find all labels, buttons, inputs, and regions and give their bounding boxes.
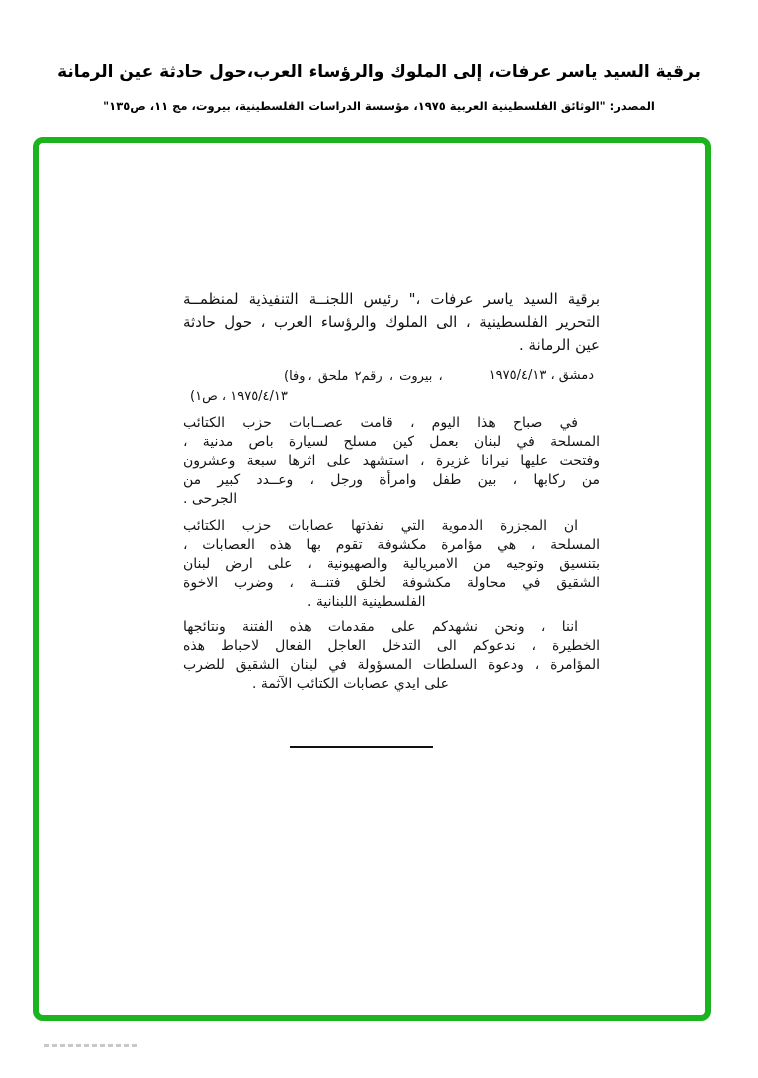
paragraph-line: في صباح هذا اليوم ، قامت عصــابات حزب الكتائب [183, 415, 578, 431]
citation-token: ملحق [317, 369, 349, 384]
paragraph-line: المسلحة ، هي مؤامرة مكشوفة تقوم بها هذه العصابات ، [183, 537, 600, 553]
paragraph-line: اننا ، ونحن نشهدكم على مقدمات هذه الفتنة ونتائجها [183, 619, 578, 635]
citation-token: ، [438, 369, 443, 384]
citation-token: ، [307, 369, 312, 384]
document-title-line: عين الرمانة . [518, 336, 600, 354]
paragraph [183, 517, 600, 612]
paragraph-line: المؤامرة ، ودعوة السلطات المسؤولة في لبنان الشقيق للضرب [183, 657, 600, 673]
document-title-line: التحرير الفلسطينية ، الى الملوك والرؤساء العرب ، حول حادثة [183, 313, 600, 331]
paragraph-line: من ركابها ، بين طفل وامرأة ورجل ، وعــدد كبير من [183, 472, 600, 488]
citation-token: رقم٢ [354, 369, 383, 384]
page-title: برقية السيد ياسر عرفات، إلى الملوك والرؤساء العرب،حول حادثة عين الرمانة [57, 62, 701, 82]
paragraph-line: الفلسطينية اللبنانية . [307, 594, 426, 610]
paragraph [183, 414, 600, 509]
paragraph-line: ان المجزرة الدموية التي نفذتها عصابات حزب الكتائب [183, 518, 578, 534]
paragraph-line: على ايدي عصابات الكتائب الآثمة . [252, 676, 449, 692]
paragraph-line: المسلحة في لبنان بعمل كين مسلح لسيارة باص مدنية ، [183, 434, 600, 450]
paragraph-line: الخطيرة ، ندعوكم الى التدخل العاجل الفعال لاحباط هذه [183, 638, 600, 654]
document-scan-frame [33, 137, 711, 1021]
paragraph-line: الشقيق في محاولة مكشوفة لخلق فتنــة ، وضرب الاخوة [183, 575, 600, 591]
citation-token: (وفا [284, 369, 306, 384]
source-citation: المصدر: "الوثائق الفلسطينية العربية ١٩٧٥، مؤسسة الدراسات الفلسطينية، بيروت، مج ١١، ص١٣٥" [103, 99, 655, 113]
citation-token: بيروت [399, 369, 433, 384]
paragraph-line: وفتحت عليها نيرانا غزيرة ، استشهد على اثرها سبعة وعشرون [183, 453, 600, 469]
document-title-line: برقية السيد ياسر عرفات ،" رئيس اللجنــة التنفيذية لمنظمــة [183, 290, 600, 308]
citation-token: ، [388, 369, 394, 384]
signature-divider [290, 746, 433, 748]
dateline [183, 368, 600, 412]
document-title [183, 288, 600, 357]
document-text-column [183, 288, 600, 692]
dateline-city-date: دمشق ، ١٩٧٥/٤/١٣ [488, 368, 594, 383]
scan-smudge-artifact [44, 1044, 140, 1047]
dateline-citation-line2: ١٩٧٥/٤/١٣ ، ص١) [190, 389, 288, 404]
paragraph [183, 618, 600, 694]
paragraph-line: الجرحى . [183, 491, 238, 507]
dateline-citation-line1 [283, 369, 444, 384]
paragraph-line: بتنسيق وتوجيه من الامبريالية والصهيونية ، على ارض لبنان [183, 556, 600, 572]
